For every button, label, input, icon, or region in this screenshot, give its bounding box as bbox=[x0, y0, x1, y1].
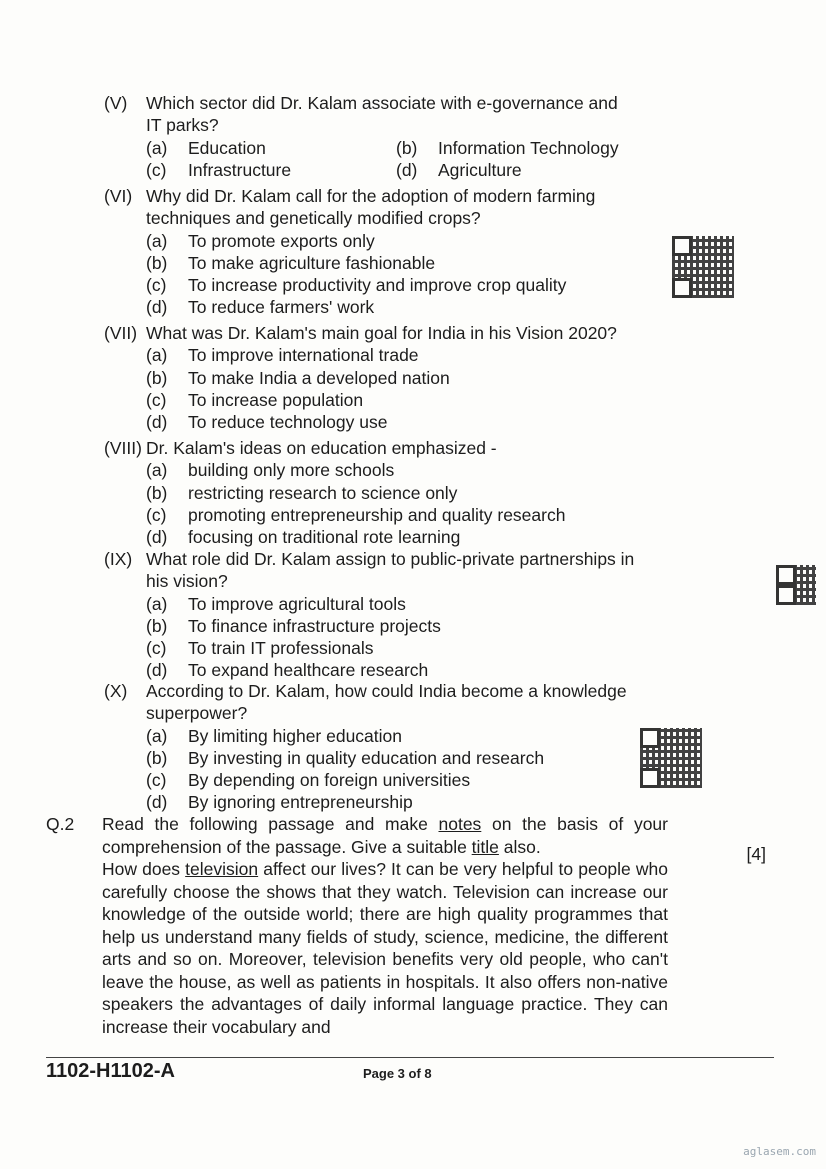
question-text-line: Which sector did Dr. Kalam associate with e-governance and bbox=[146, 93, 618, 113]
option-text: restricting research to science only bbox=[188, 482, 458, 503]
option-row bbox=[104, 230, 676, 252]
option-label: (b) bbox=[146, 615, 168, 636]
question-text-line: IT parks? bbox=[146, 115, 219, 136]
option-text: To reduce technology use bbox=[188, 412, 388, 433]
question-ix bbox=[104, 548, 676, 682]
option-row bbox=[104, 659, 676, 681]
qr-code bbox=[776, 565, 816, 605]
option-text: To make India a developed nation bbox=[188, 367, 450, 388]
question-text-line: What was Dr. Kalam's main goal for India in his Vision 2020? bbox=[146, 323, 617, 343]
instruction-text: notes bbox=[438, 814, 482, 834]
option-label: (c) bbox=[146, 159, 167, 180]
option-label: (a) bbox=[146, 725, 168, 746]
option-row bbox=[104, 389, 676, 411]
question-number: (VI) bbox=[104, 186, 133, 206]
option-label: (b) bbox=[146, 367, 168, 388]
option-text: By ignoring entrepreneurship bbox=[188, 792, 413, 813]
option-text: To expand healthcare research bbox=[188, 660, 429, 681]
option-label: (b) bbox=[396, 137, 418, 158]
option-row bbox=[104, 252, 676, 274]
option-label: (b) bbox=[146, 747, 168, 768]
option-label: (d) bbox=[146, 297, 168, 318]
option-label: (d) bbox=[146, 792, 168, 813]
marks: [4] bbox=[746, 844, 766, 864]
question-text-line: Dr. Kalam's ideas on education emphasized - bbox=[146, 438, 497, 458]
option-label: (c) bbox=[146, 770, 167, 791]
question-text-line: Why did Dr. Kalam call for the adoption of modern farming bbox=[146, 186, 596, 206]
page-number: Page 3 of 8 bbox=[363, 1066, 432, 1081]
option-text: Infrastructure bbox=[188, 159, 292, 180]
option-row bbox=[104, 274, 676, 296]
option-label: (c) bbox=[146, 638, 167, 659]
option-text: To reduce farmers' work bbox=[188, 297, 375, 318]
instruction-text: also. bbox=[498, 836, 541, 857]
option-text: To increase population bbox=[188, 389, 364, 410]
option-text: To improve agricultural tools bbox=[188, 593, 406, 614]
option-text: Information Technology bbox=[438, 137, 619, 158]
option-label: (c) bbox=[146, 275, 167, 296]
option-label: (b) bbox=[146, 482, 168, 503]
option-row bbox=[104, 593, 676, 615]
option-row bbox=[104, 411, 676, 433]
option-row bbox=[104, 159, 676, 181]
question-instruction bbox=[102, 813, 668, 858]
question-2 bbox=[46, 813, 766, 1038]
option-row bbox=[104, 791, 676, 813]
option-label: (d) bbox=[146, 412, 168, 433]
paper-code: 1102-H1102-A bbox=[46, 1060, 175, 1082]
option-label: (c) bbox=[146, 504, 167, 525]
option-label: (b) bbox=[146, 252, 168, 273]
watermark: aglasem.com bbox=[743, 1145, 816, 1158]
option-text: promoting entrepreneurship and quality research bbox=[188, 504, 566, 525]
question-number: (X) bbox=[104, 681, 128, 701]
option-label: (a) bbox=[146, 137, 168, 158]
question-text-line: According to Dr. Kalam, how could India become a knowledge bbox=[146, 681, 627, 701]
option-row bbox=[104, 725, 676, 747]
option-text: To increase productivity and improve crop quality bbox=[188, 275, 567, 296]
question-number: (V) bbox=[104, 93, 128, 113]
option-row bbox=[104, 747, 676, 769]
option-label: (a) bbox=[146, 460, 168, 481]
question-number: (VIII) bbox=[104, 438, 142, 458]
option-text: To train IT professionals bbox=[188, 638, 374, 659]
qr-code bbox=[672, 236, 734, 298]
option-text: focusing on traditional rote learning bbox=[188, 527, 461, 548]
footer-divider bbox=[46, 1057, 774, 1058]
question-viii bbox=[104, 437, 676, 548]
option-row bbox=[104, 615, 676, 637]
option-row bbox=[104, 296, 676, 318]
option-row bbox=[104, 344, 676, 366]
option-row bbox=[104, 526, 676, 548]
option-label: (a) bbox=[146, 345, 168, 366]
question-vii bbox=[104, 322, 676, 433]
instruction-text: title bbox=[471, 836, 499, 857]
passage-segment: How does bbox=[102, 859, 186, 879]
option-label: (c) bbox=[146, 389, 167, 410]
option-label: (a) bbox=[146, 593, 168, 614]
question-text-line: What role did Dr. Kalam assign to public-private partnerships in bbox=[146, 549, 635, 569]
passage-segment: affect our lives? It can be very helpful to people who carefully choose the shows that they watch. Television can increase our knowledge of the outside world; there are high quality programmes that help us understand many fields of study, science, medicine, the different arts and so on. Moreover, television benefits very old people, who can't leave the house, as well as patients in hospitals. It also offers non-native speakers the advantages of daily informal language practice. They can increase their vocabulary and bbox=[102, 859, 668, 1037]
option-label: (d) bbox=[146, 527, 168, 548]
instruction-text: Read the following passage and make bbox=[102, 814, 439, 834]
option-label: (d) bbox=[396, 159, 418, 180]
qr-code bbox=[640, 728, 702, 788]
option-label: (a) bbox=[146, 230, 168, 251]
option-row bbox=[104, 367, 676, 389]
question-text-line: his vision? bbox=[146, 571, 228, 592]
question-x bbox=[104, 680, 676, 814]
option-text: To finance infrastructure projects bbox=[188, 615, 441, 636]
option-row bbox=[104, 504, 676, 526]
passage-segment: television bbox=[185, 859, 259, 879]
option-text: To improve international trade bbox=[188, 345, 419, 366]
question-text-line: superpower? bbox=[146, 703, 248, 724]
option-row bbox=[104, 459, 676, 481]
option-row bbox=[104, 137, 676, 159]
option-row bbox=[104, 769, 676, 791]
instruction-text: on the basis of your comprehension of the passage. Give a suitable bbox=[102, 814, 668, 857]
question-number: (VII) bbox=[104, 323, 138, 343]
option-text: By depending on foreign universities bbox=[188, 770, 471, 791]
question-number: Q.2 bbox=[46, 814, 75, 834]
question-vi bbox=[104, 185, 676, 319]
passage-text bbox=[102, 858, 668, 1038]
option-text: Education bbox=[188, 137, 266, 158]
question-v bbox=[104, 92, 676, 181]
option-row bbox=[104, 482, 676, 504]
question-text-line: techniques and genetically modified crops? bbox=[146, 208, 481, 229]
option-text: Agriculture bbox=[438, 159, 522, 180]
question-number: (IX) bbox=[104, 549, 133, 569]
option-row bbox=[104, 637, 676, 659]
option-label: (d) bbox=[146, 660, 168, 681]
option-text: To make agriculture fashionable bbox=[188, 252, 436, 273]
option-text: By investing in quality education and research bbox=[188, 747, 545, 768]
option-text: To promote exports only bbox=[188, 230, 375, 251]
option-text: By limiting higher education bbox=[188, 725, 403, 746]
option-text: building only more schools bbox=[188, 460, 395, 481]
